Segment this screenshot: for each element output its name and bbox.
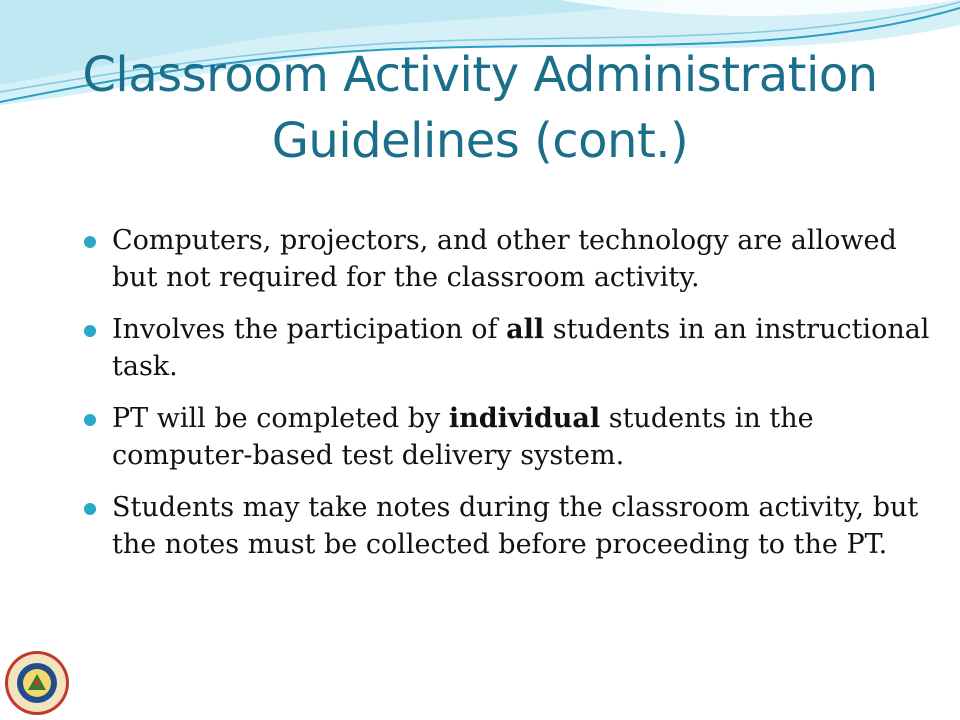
bullet-segment: Computers, projectors, and other technology are allowed but not required for the classroom activity. [112, 225, 897, 293]
bullet-emphasis: all [506, 314, 545, 345]
bullet-dot-icon [84, 503, 96, 515]
bullet-segment: PT will be completed by [112, 403, 449, 434]
california-department-of-education-seal [4, 650, 70, 716]
bullet-text [112, 403, 814, 471]
bullet-item [80, 400, 930, 474]
bullet-dot-icon [84, 414, 96, 426]
slide-title [30, 42, 930, 174]
bullet-text [112, 225, 897, 293]
bullet-item [80, 311, 930, 385]
title-line-1: Classroom Activity Administration [82, 47, 878, 103]
bullet-dot-icon [84, 236, 96, 248]
bullet-item [80, 222, 930, 296]
bullet-segment: Involves the participation of [112, 314, 507, 345]
bullet-dot-icon [84, 325, 96, 337]
bullet-text [112, 492, 918, 560]
bullet-item [80, 489, 930, 563]
bullet-emphasis: individual [448, 403, 601, 434]
bullet-segment: students in the computer-based test delivery system. [112, 403, 814, 471]
bullet-segment: Students may take notes during the classroom activity, but the notes must be collected before proceeding to the PT. [112, 492, 919, 560]
title-line-2: Guidelines (cont.) [271, 113, 689, 169]
bullet-segment: students in an instructional task. [112, 314, 930, 382]
bullet-list [80, 222, 930, 578]
bullet-text [112, 314, 929, 382]
